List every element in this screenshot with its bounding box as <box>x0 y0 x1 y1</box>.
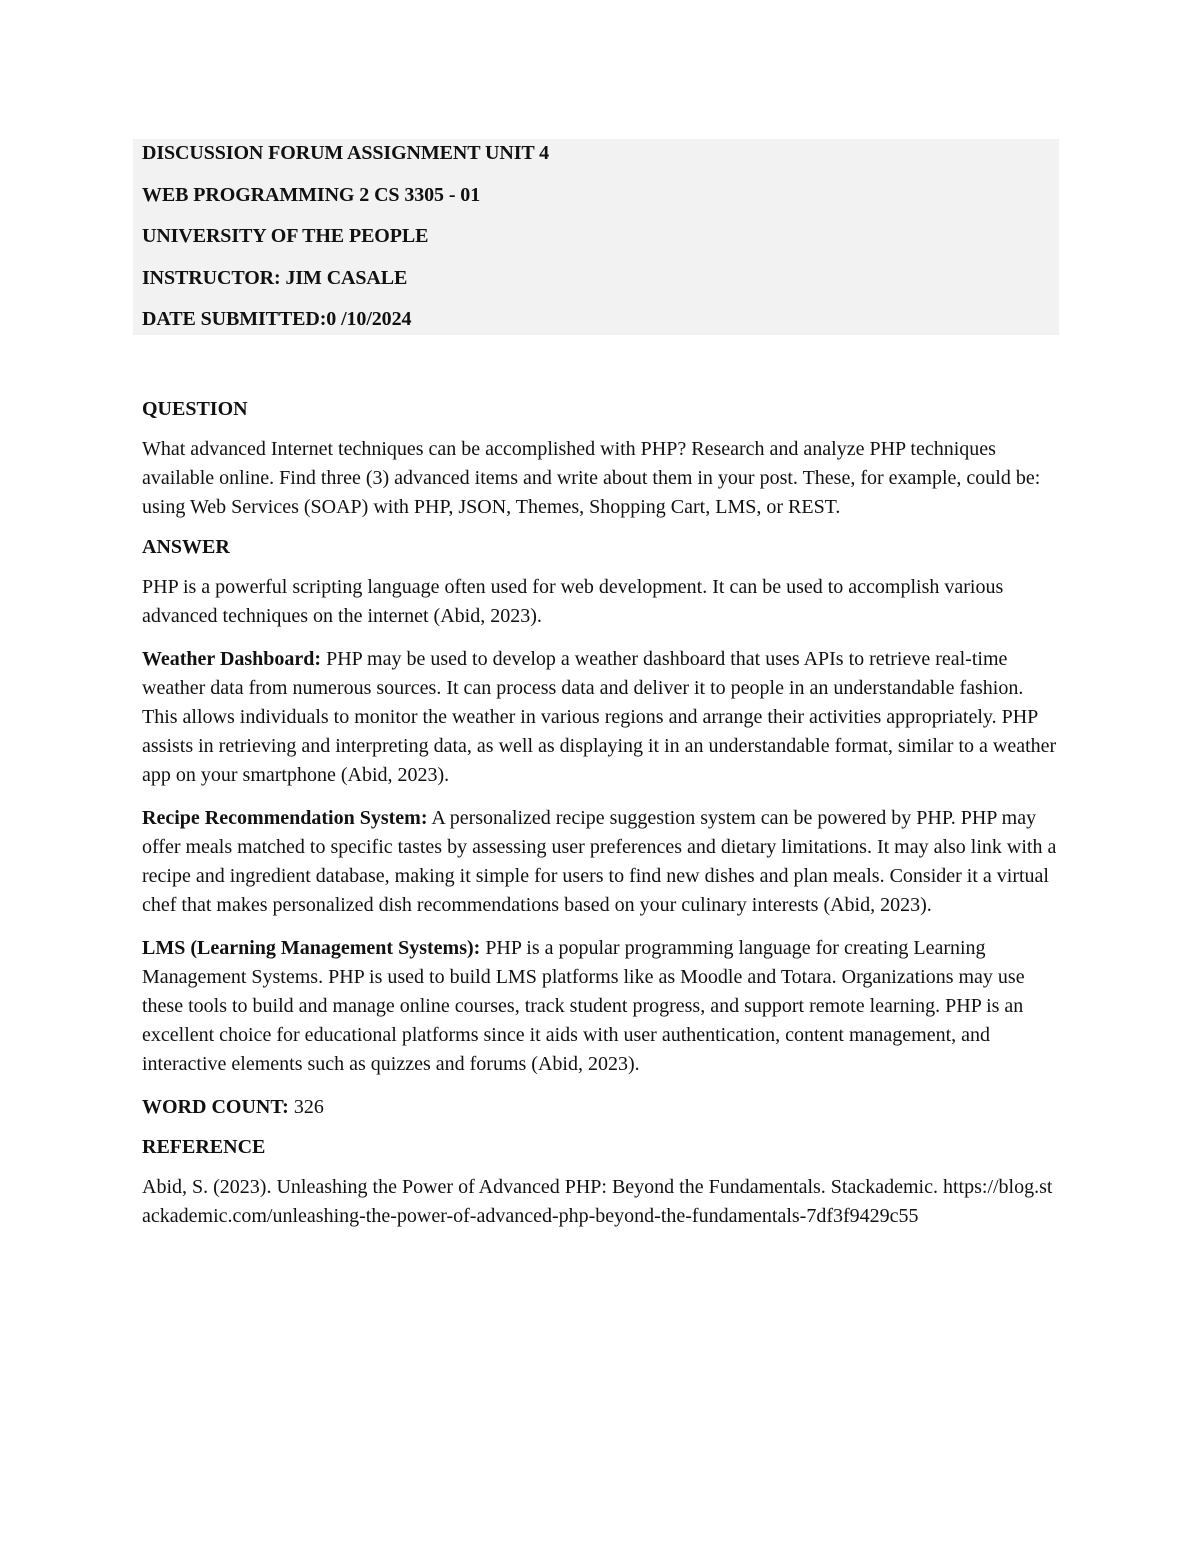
answer-item-lms <box>142 934 1060 1079</box>
title-block <box>133 139 1059 335</box>
date-submitted: DATE SUBMITTED:0 /10/2024 <box>142 308 412 330</box>
answer-item-weather <box>142 645 1060 790</box>
answer-item-text: PHP may be used to develop a weather dashboard that uses APIs to retrieve real-time weather data from numerous sources. It can process data and deliver it to people in an understandable fashion. This allows individuals to monitor the weather in various regions and arrange their activities appropriately. PHP assists in retrieving and interpreting data, as well as displaying it in an understandable format, similar to a weather app on your smartphone (Abid, 2023). <box>142 648 1057 786</box>
question-heading: QUESTION <box>142 398 248 420</box>
reference-heading: REFERENCE <box>142 1136 266 1158</box>
instructor-name: INSTRUCTOR: JIM CASALE <box>142 266 408 289</box>
answer-item-title: Recipe Recommendation System: <box>142 807 428 829</box>
document-body <box>142 398 1060 1231</box>
answer-item-title: Weather Dashboard: <box>142 648 322 670</box>
answer-item-recipe <box>142 804 1060 920</box>
course-name: WEB PROGRAMMING 2 CS 3305 - 01 <box>142 183 481 206</box>
answer-intro: PHP is a powerful scripting language often used for web development. It can be used to accomplish various advanced techniques on the internet (Abid, 2023). <box>142 576 1004 627</box>
word-count <box>142 1093 1060 1122</box>
word-count-value: 326 <box>288 1096 324 1118</box>
university-name: UNIVERSITY OF THE PEOPLE <box>142 225 429 247</box>
answer-item-title: LMS (Learning Management Systems): <box>142 937 481 959</box>
word-count-label: WORD COUNT: <box>142 1096 289 1118</box>
answer-heading: ANSWER <box>142 536 230 558</box>
answer-item-text: PHP is a popular programming language for creating Learning Management Systems. PHP is used to build LMS platforms like as Moodle and Totara. Organizations may use these tools to build and manage online courses, track student progress, and support remote learning. PHP is an excellent choice for educational platforms since it aids with user authentication, content management, and interactive elements such as quizzes and forums (Abid, 2023). <box>142 937 1025 1075</box>
answer-item-text: A personalized recipe suggestion system can be powered by PHP. PHP may offer meals matched to specific tastes by assessing user preferences and dietary limitations. It may also link with a recipe and ingredient database, making it simple for users to find new dishes and plan meals. Consider it a virtual chef that makes personalized dish recommendations based on your culinary interests (Abid, 2023). <box>142 807 1057 916</box>
assignment-title: DISCUSSION FORUM ASSIGNMENT UNIT 4 <box>142 142 550 164</box>
reference-entry: Abid, S. (2023). Unleashing the Power of Advanced PHP: Beyond the Fundamentals. Stackademic. https://blog.stackademic.com/unleashing-the-power-of-advanced-php-beyond-the-fundamentals-7df3f9429c55 <box>142 1176 1053 1227</box>
question-text: What advanced Internet techniques can be accomplished with PHP? Research and analyze PHP techniques available online. Find three (3) advanced items and write about them in your post. These, for example, could be: using Web Services (SOAP) with PHP, JSON, Themes, Shopping Cart, LMS, or REST. <box>142 438 1041 518</box>
